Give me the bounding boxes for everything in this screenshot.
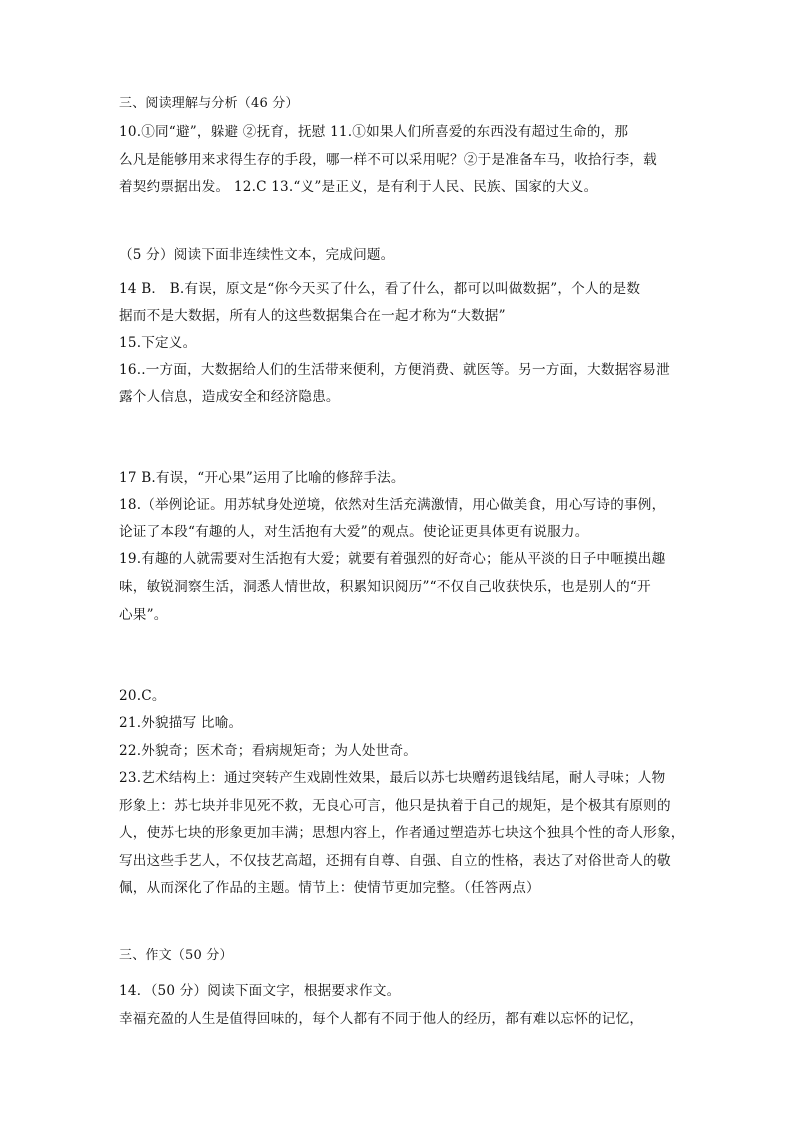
answer-line: 19.有趣的人就需要对生活抱有大爱；就要有着强烈的好奇心；能从平淡的日子中咂摸出趣 xyxy=(119,551,666,567)
answer-line: 10.①同“避”，躲避 ②抚育，抚慰 11.①如果人们所喜爱的东西没有超过生命的，那 xyxy=(119,124,629,140)
answer-line: 么凡是能够用来求得生存的手段，哪一样不可以采用呢？②于是准备车马，收拾行李，载 xyxy=(119,152,657,168)
answer-line: 18.（举例论证。用苏轼身处逆境，依然对生活充满激情，用心做美食，用心写诗的事例， xyxy=(119,497,666,513)
answer-line: 17 B.有误，“开心果”运用了比喻的修辞手法。 xyxy=(119,470,405,486)
answer-line: 15.下定义。 xyxy=(119,335,197,351)
answer-line: 佩，从而深化了作品的主题。情节上：使情节更加完整。（任答两点） xyxy=(119,880,540,896)
answer-line: 人，使苏七块的形象更加丰满；思想内容上，作者通过塑造苏七块这个独具个性的奇人形象， xyxy=(119,825,685,841)
answer-line: 写出这些手艺人，不仅技艺高超，还拥有自尊、自强、自立的性格，表达了对俗世奇人的敬 xyxy=(119,853,671,869)
answer-line: 着契约票据出发。 12.C 13.“义”是正义，是有利于人民、民族、国家的大义。 xyxy=(119,179,598,195)
essay-text: 幸福充盈的人生是值得回味的，每个人都有不同于他人的经历，都有难以忘怀的记忆， xyxy=(119,1011,644,1027)
answer-line: 味，敏锐洞察生活，洞悉人情世故，积累知识阅历”“不仅自己收获快乐，也是别人的“开 xyxy=(119,579,651,595)
answer-line: 23.艺术结构上：通过突转产生戏剧性效果，最后以苏七块赠药退钱结尾，耐人寻味；人物 xyxy=(119,770,666,786)
answer-line: 14 B． B.有误，原文是“你今天买了什么，看了什么，都可以叫做数据”，个人的是数 xyxy=(119,281,641,297)
essay-prompt: 14．（50 分）阅读下面文字，根据要求作文。 xyxy=(119,983,401,999)
answer-line: 形象上：苏七块并非见死不救，无良心可言，他只是执着于自己的规矩，是个极其有原则的 xyxy=(119,798,671,814)
answer-line: 20.C。 xyxy=(119,688,166,704)
answer-line: 心果”。 xyxy=(119,607,168,623)
answer-line: 16..一方面，大数据给人们的生活带来便利，方便消费、就医等。另一方面，大数据容易泄 xyxy=(119,362,670,378)
answer-line: 论证了本段“有趣的人，对生活抱有大爱”的观点。使论证更具体更有说服力。 xyxy=(119,524,589,540)
nontext-intro: （5 分）阅读下面非连续性文本，完成问题。 xyxy=(119,247,395,263)
answer-line: 露个人信息，造成安全和经济隐患。 xyxy=(119,389,340,405)
section3-title: 三、阅读理解与分析（46 分） xyxy=(119,96,299,111)
answer-line: 据而不是大数据，所有人的这些数据集合在一起才称为“大数据” xyxy=(119,308,506,324)
essay-section-title: 三、作文（50 分） xyxy=(119,948,233,963)
answer-line: 21.外貌描写 比喻。 xyxy=(119,715,243,731)
answer-line: 22.外貌奇；医术奇；看病规矩奇；为人处世奇。 xyxy=(119,743,418,759)
